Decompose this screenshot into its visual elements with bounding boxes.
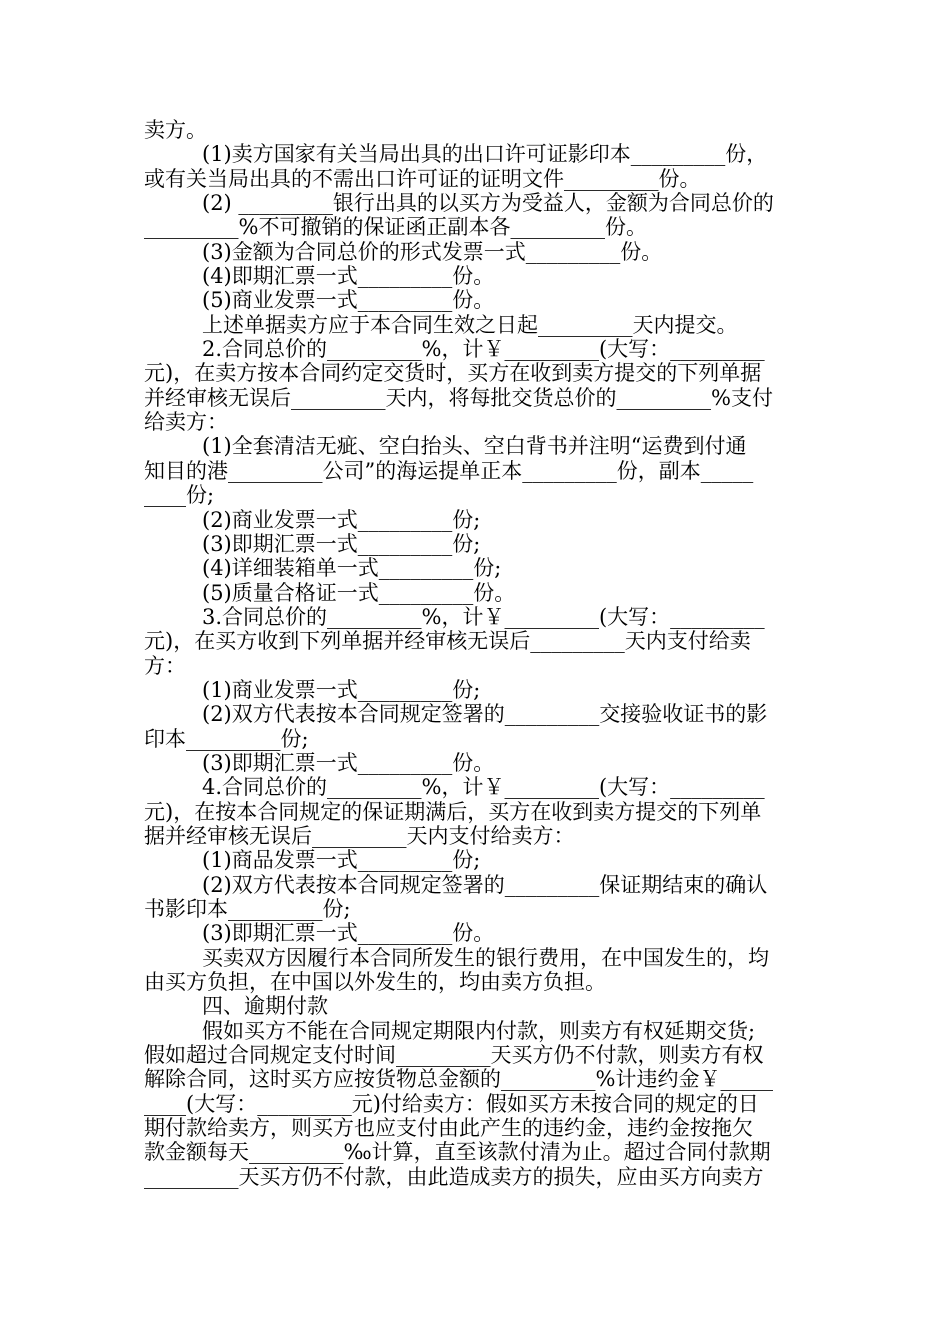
contract-line: 四、逾期付款 [202, 994, 328, 1019]
contract-line: (4)即期汇票一式_________份。 [202, 264, 495, 289]
contract-line: 解除合同，这时买方应按货物总金额的_________%计违约金￥_____ [144, 1067, 773, 1092]
contract-line: (2)双方代表按本合同规定签署的_________保证期结束的确认 [202, 872, 768, 897]
contract-line: (1)卖方国家有关当局出具的出口许可证影印本_________份， [202, 142, 768, 167]
contract-text-page [144, 118, 808, 1189]
contract-line: (2)商业发票一式_________份; [202, 507, 481, 532]
contract-line: ____份; [144, 483, 215, 508]
contract-line: 或有关当局出具的不需出口许可证的证明文件_________份。 [144, 166, 701, 191]
contract-line: 书影印本_________份; [144, 897, 351, 921]
contract-line: (1)全套清洁无疵、空白抬头、空白背书并注明“运费到付通 [202, 434, 747, 459]
contract-line: ____(大写：_________元)付给卖方：假如买方未按合同的规定的日 [144, 1091, 759, 1116]
contract-line: (5)质量合格证一式_________份。 [202, 580, 516, 605]
contract-line: (3)金额为合同总价的形式发票一式_________份。 [202, 239, 663, 264]
contract-line: (4)详细装箱单一式_________份; [202, 556, 502, 581]
contract-line: (3)即期汇票一式_________份。 [202, 750, 495, 775]
contract-line: 期付款给卖方，则买方也应支付由此产生的违约金，违约金按拖欠 [144, 1116, 753, 1141]
contract-line: 买卖双方因履行本合同所发生的银行费用，在中国发生的，均 [202, 945, 769, 970]
contract-line: 元)，在卖方按本合同约定交货时，买方在收到卖方提交的下列单据 [144, 361, 762, 386]
contract-line: 上述单据卖方应于本合同生效之日起_________天内提交。 [202, 312, 738, 337]
contract-line: (1)商业发票一式_________份; [202, 677, 481, 702]
contract-line: 印本_________份; [144, 726, 309, 751]
contract-line: 元)，在按本合同规定的保证期满后，买方在收到卖方提交的下列单 [144, 799, 762, 824]
contract-line: 由买方负担，在中国以外发生的，均由卖方负担。 [144, 970, 606, 995]
contract-line: (2) _________银行出具的以买方为受益人，金额为合同总价的 [202, 191, 774, 216]
contract-line: (3)即期汇票一式_________份; [202, 531, 481, 556]
contract-line: _________%不可撤销的保证函正副本各_________份。 [144, 215, 647, 240]
contract-line: 元)，在买方收到下列单据并经审核无误后_________天内支付给卖 [144, 629, 751, 654]
contract-line: 方： [144, 653, 186, 678]
contract-line: 3.合同总价的_________%，计￥_________(大写：_________ [202, 604, 765, 629]
contract-line: 假如买方不能在合同规定期限内付款，则卖方有权延期交货; [202, 1018, 756, 1043]
contract-line: 假如超过合同规定支付时间_________天买方仍不付款，则卖方有权 [144, 1043, 764, 1068]
contract-line: 并经审核无误后_________天内，将每批交货总价的_________%支付 [144, 385, 773, 410]
contract-line: 款金额每天_________‰计算，直至该款付清为止。超过合同付款期 [144, 1140, 771, 1165]
contract-line: _________天买方仍不付款，由此造成卖方的损失，应由买方向卖方 [144, 1164, 764, 1189]
contract-line: 据并经审核无误后_________天内支付给卖方： [144, 823, 575, 848]
contract-line: 2.合同总价的_________%，计￥_________(大写：_________ [202, 337, 765, 362]
contract-line: 4.合同总价的_________%，计￥_________(大写：_________ [202, 775, 765, 800]
contract-line: 知目的港_________公司”的海运提单正本_________份，副本_____ [144, 458, 754, 483]
contract-line: (3)即期汇票一式_________份。 [202, 921, 495, 946]
contract-line: 卖方。 [144, 118, 207, 142]
contract-line: (1)商品发票一式_________份; [202, 848, 481, 873]
contract-line: (5)商业发票一式_________份。 [202, 288, 495, 313]
contract-line: 给卖方： [144, 410, 228, 435]
contract-line: (2)双方代表按本合同规定签署的_________交接验收证书的影 [202, 702, 768, 727]
